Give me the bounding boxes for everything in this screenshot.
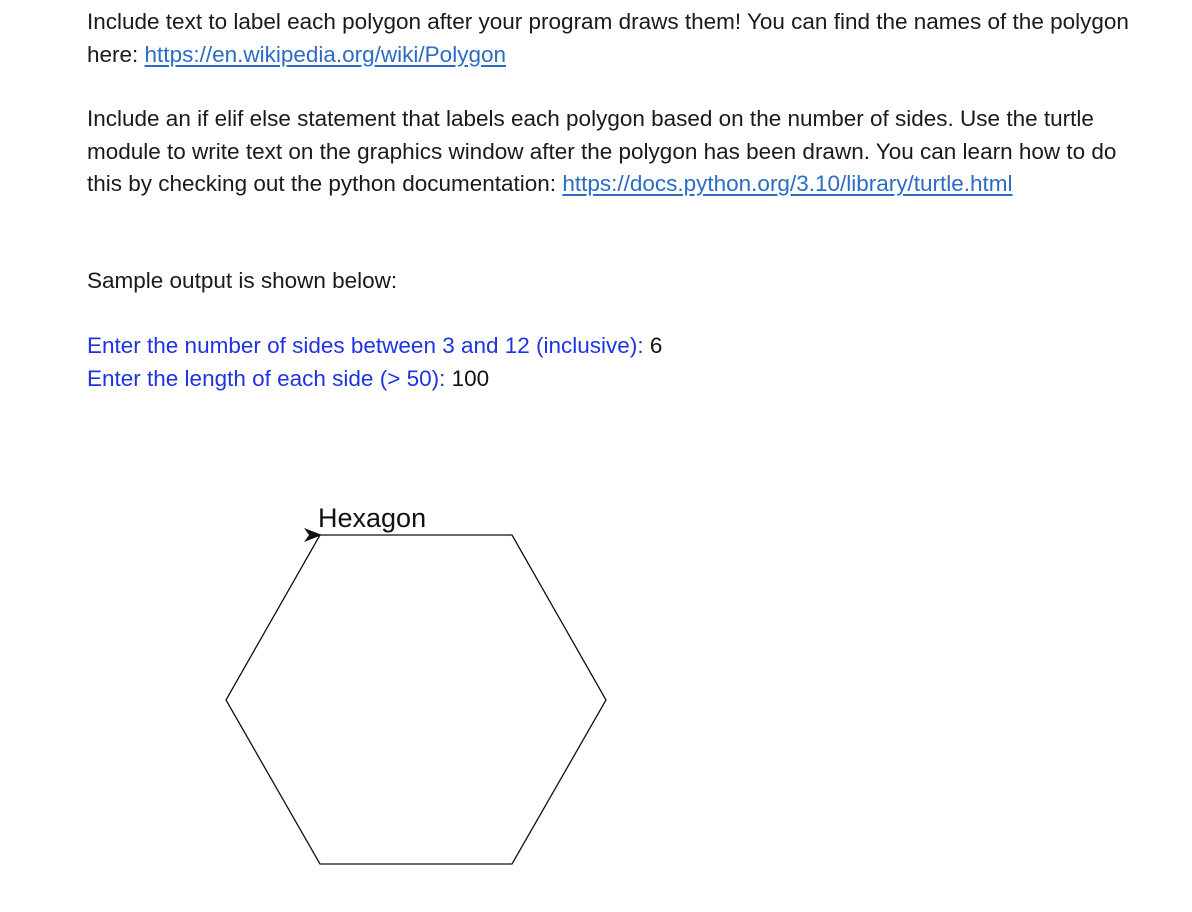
length-value: 100 [451,365,490,391]
instruction-text: Include an if elif else statement that labels each polygon based on the number of sides. Use the turtle module to write text on the graphics window after the polygon has been drawn. You can learn how to do this by checking out the python documentation: [87,106,1117,196]
sides-prompt: Enter the number of sides between 3 and 12 (inclusive): [87,333,650,358]
sample-output-heading: Sample output is shown below: [87,268,398,293]
sample-console-output [87,330,662,395]
polygon-label: Hexagon [318,503,427,533]
instruction-paragraph-if-elif [87,103,1147,201]
instruction-text: Include text to label each polygon after your program draws them! You can find the names of the polygon here: [87,9,1129,67]
sides-value: 6 [649,333,663,358]
turtle-docs-link[interactable]: https://docs.python.org/3.10/library/turtle.html [562,171,1013,196]
length-prompt: Enter the length of each side (> 50): [87,365,452,391]
console-line-sides [87,330,662,363]
turtle-canvas [210,490,630,880]
console-line-length [87,363,662,396]
instruction-paragraph-labels [87,6,1147,71]
polygon-wikipedia-link[interactable]: https://en.wikipedia.org/wiki/Polygon [144,41,506,67]
hexagon-shape [226,535,606,864]
turtle-graphics-output [210,490,630,880]
